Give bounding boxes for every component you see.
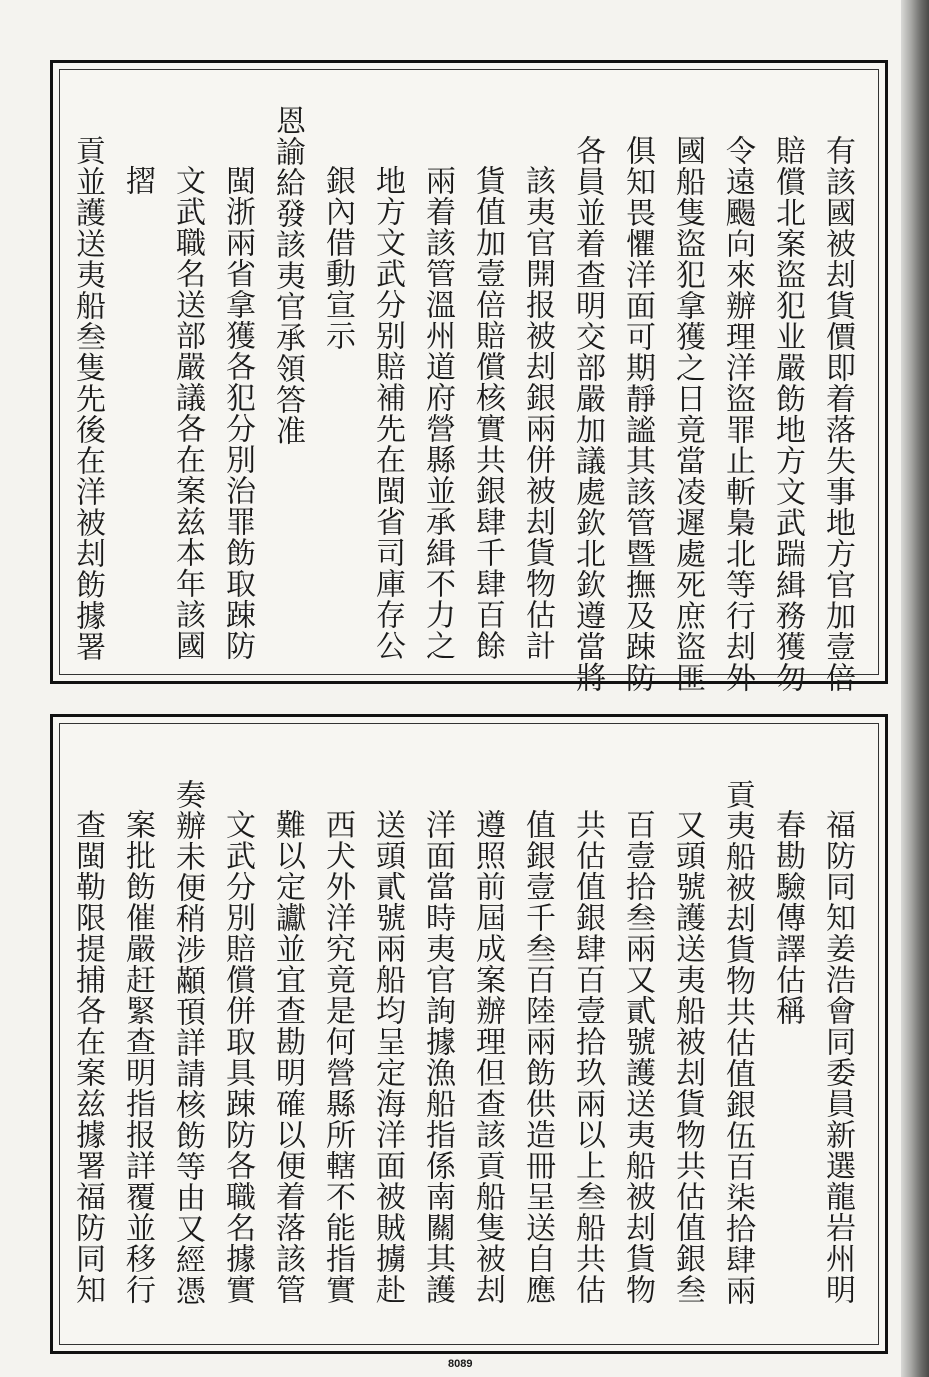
text-column: 各員並着查明交部嚴加議處欽北欽遵當將 [570, 135, 605, 693]
text-column: 貢並護送夷船叁隻先後在洋被刦飭據署 [70, 135, 105, 662]
top-text-panel [50, 60, 888, 693]
text-column: 案批飭催嚴赶緊查明指报詳覆並移行 [120, 809, 155, 1305]
text-column: 送頭貳號兩船均呈定海洋面被賊擄赴 [370, 809, 405, 1305]
text-column: 有該國被刦貨價即着落失事地方官加壹倍 [820, 135, 855, 693]
text-column: 俱知畏懼洋面可期靜謐其該管暨撫及踈防 [620, 135, 655, 693]
text-column: 洋面當時夷官詢據漁船指係南關其護 [420, 809, 455, 1305]
text-column: 貢夷船被刦貨物共估值銀伍百柒拾肆兩 [720, 779, 755, 1306]
text-column: 難以定讞並宜查勘明確以便着落該管 [270, 809, 305, 1305]
text-column: 銀內借動宣示 [320, 165, 355, 351]
text-column: 閩浙兩省拿獲各犯分別治罪飭取踈防 [220, 165, 255, 661]
text-column: 值銀壹千叁百陸兩飭供造冊呈送自應 [520, 809, 555, 1305]
text-column: 查閩勒限提捕各在案兹據署福防同知 [70, 809, 105, 1305]
text-column: 賠償北案盜犯业嚴飭地方文武踹緝務獲勿 [770, 135, 805, 693]
text-column: 國船隻盜犯拿獲之日竟當凌遲處死庶盜匪 [670, 135, 705, 693]
text-column: 遵照前屆成案辦理但查該貢船隻被刦 [470, 809, 505, 1305]
text-column: 共估值銀肆百壹拾玖兩以上叁船共估 [570, 809, 605, 1305]
text-column: 又頭號護送夷船被刦貨物共估值銀叁 [670, 809, 705, 1305]
bottom-text-panel [50, 714, 888, 1354]
text-column: 奏辦未便稍涉顢頇詳請核飭等由又經憑 [170, 779, 205, 1306]
text-column: 福防同知姜浩會同委員新選龍岩州明 [820, 809, 855, 1305]
text-column: 文武職名送部嚴議各在案兹本年該國 [170, 165, 205, 661]
book-spine-shadow [901, 0, 929, 1377]
text-column: 令遠颺向來辦理洋盜罪止斬梟北等行刦外 [720, 135, 755, 693]
text-column: 春勘驗傳譯估稱 [770, 809, 805, 1026]
text-column: 地方文武分别賠補先在閩省司庫存公 [370, 165, 405, 661]
page-number: 8089 [448, 1358, 473, 1370]
text-column: 文武分別賠償併取具踈防各職名據實 [220, 809, 255, 1305]
text-column: 百壹拾叁兩又貳號護送夷船被刦貨物 [620, 809, 655, 1305]
text-column: 兩着該管溫州道府營縣並承緝不力之 [420, 165, 455, 661]
text-column: 摺 [120, 165, 155, 196]
text-column: 該夷官開报被刦銀兩併被刦貨物估計 [520, 165, 555, 661]
text-column: 恩諭給發該夷官承領答准 [270, 105, 305, 446]
text-column: 貨值加壹倍賠償核實共銀肆千肆百餘 [470, 165, 505, 661]
text-column: 西犬外洋究竟是何營縣所轄不能指實 [320, 809, 355, 1305]
